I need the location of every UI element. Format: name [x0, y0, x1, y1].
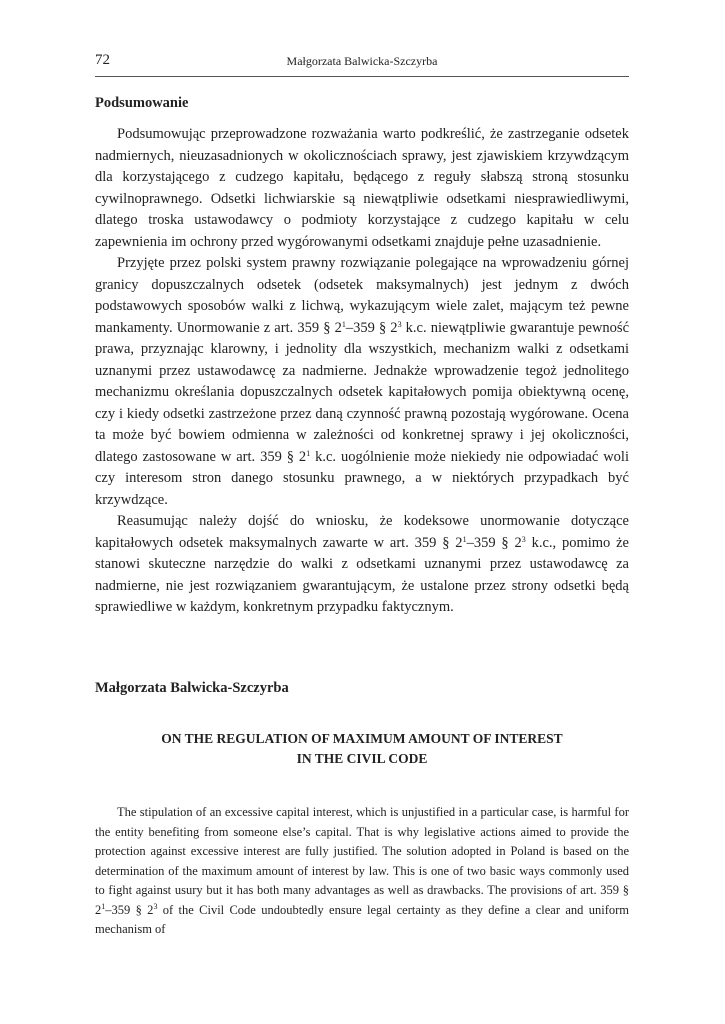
- summary-paragraph-2: [95, 253, 629, 511]
- text-run: k.c. uogólnienie może niekiedy nie odpowiadać woli czy interesom stron danego stosunku prawnego, a w niektórych przypadkach być krzywdzące.: [95, 448, 629, 508]
- text-run: –359 § 2: [466, 534, 522, 551]
- text-run: Reasumując należy dojść do wniosku, że kodeksowe unormowanie dotyczące kapitałowych odsetek maksymalnych zawarte w art. 359 § 2: [95, 513, 629, 551]
- superscript: 1: [101, 901, 106, 911]
- superscript: 1: [462, 534, 467, 544]
- summary-paragraph-3: [95, 511, 629, 619]
- text-run: –359 § 2: [345, 319, 398, 336]
- superscript: 3: [397, 319, 402, 329]
- abstract-paragraph: [95, 803, 629, 940]
- running-head: [95, 52, 629, 77]
- abstract-title: [95, 729, 629, 769]
- superscript: 3: [521, 534, 526, 544]
- superscript: 1: [341, 319, 346, 329]
- running-title: Małgorzata Balwicka-Szczyrba: [286, 54, 438, 68]
- abstract-title-line: IN THE CIVIL CODE: [296, 751, 428, 766]
- summary-section: [95, 94, 629, 619]
- text-run: k.c., pomimo że stanowi skuteczne narzędzie do walki z odsetkami uznanymi przez ustawodawcę za nadmierne, nie jest rozwiązaniem gwarantującym, że ustalone przez strony odsetki będą sprawiedliwe w każdym, konkretnym przypadku faktycznym.: [95, 534, 629, 615]
- text-run: k.c. niewątpliwie gwarantuje pewność prawa, przyznając klarowny, i jednolity dla wszystkich, mechanizm walki z odsetkami uznanymi przez ustawodawcę za nadmierne. Jednakże wprowadzenie tegoż jednolitego mechanizmu określania dopuszczalnych odsetek kapitałowych pomija obiektywną ocenę, czy i kiedy odsetki zastrzeżone przez daną czynność prawną pozostają wygórowane. Ocena ta może być bowiem odmienna w zależności od konkretnej sprawy i jej okoliczności, dlatego zastosowane w art. 359 § 2: [95, 319, 630, 465]
- superscript: 1: [306, 448, 311, 458]
- text-run: –359 § 2: [105, 902, 154, 917]
- text-run: Przyjęte przez polski system prawny rozwiązanie polegające na wprowadzeniu górnej granicy dopuszczalnych odsetek (odsetek maksymalnych) jest jednym z dwóch podstawowych sposobów walki z lichwą, wykazującym wiele zalet, mającym też pewne mankamenty. Unormowanie z art. 359 § 2: [95, 255, 629, 336]
- text-run: of the Civil Code undoubtedly ensure legal certainty as they define a clear and uniform mechanism of: [95, 902, 630, 936]
- section-heading: Podsumowanie: [95, 95, 189, 111]
- superscript: 3: [153, 901, 158, 911]
- page-number: 72: [95, 52, 110, 68]
- abstract-author: Małgorzata Balwicka-Szczyrba: [95, 680, 289, 696]
- summary-paragraph-1: Podsumowując przeprowadzone rozważania warto podkreślić, że zastrzeganie odsetek nadmiernych, nieuzasadnionych w okolicznościach sprawy, jest zjawiskiem krzywdzącym dla korzystającego z cudzego kapitału, będącego z reguły słabszą stroną stosunku cywilnoprawnego. Odsetki lichwiarskie są niewątpliwie odsetkami niesprawiedliwymi, dlatego troska ustawodawcy o podmioty korzystające z cudzego kapitału w celu zapewnienia im ochrony przed wygórowanymi odsetkami znajduje pełne uzasadnienie.: [95, 126, 629, 250]
- abstract-title-line: ON THE REGULATION OF MAXIMUM AMOUNT OF INTEREST: [161, 731, 563, 746]
- text-run: The stipulation of an excessive capital interest, which is unjustified in a particular case, is harmful for the entity benefiting from someone else’s capital. That is why legislative actions aimed to provide the protection against excessive interest are fully justified. The solution adopted in Poland is based on the determination of the maximum amount of interest by law. This is one of two basic ways commonly used to fight against usury but it has both many advantages as well as drawbacks. The provisions of art. 359 § 2: [95, 805, 629, 917]
